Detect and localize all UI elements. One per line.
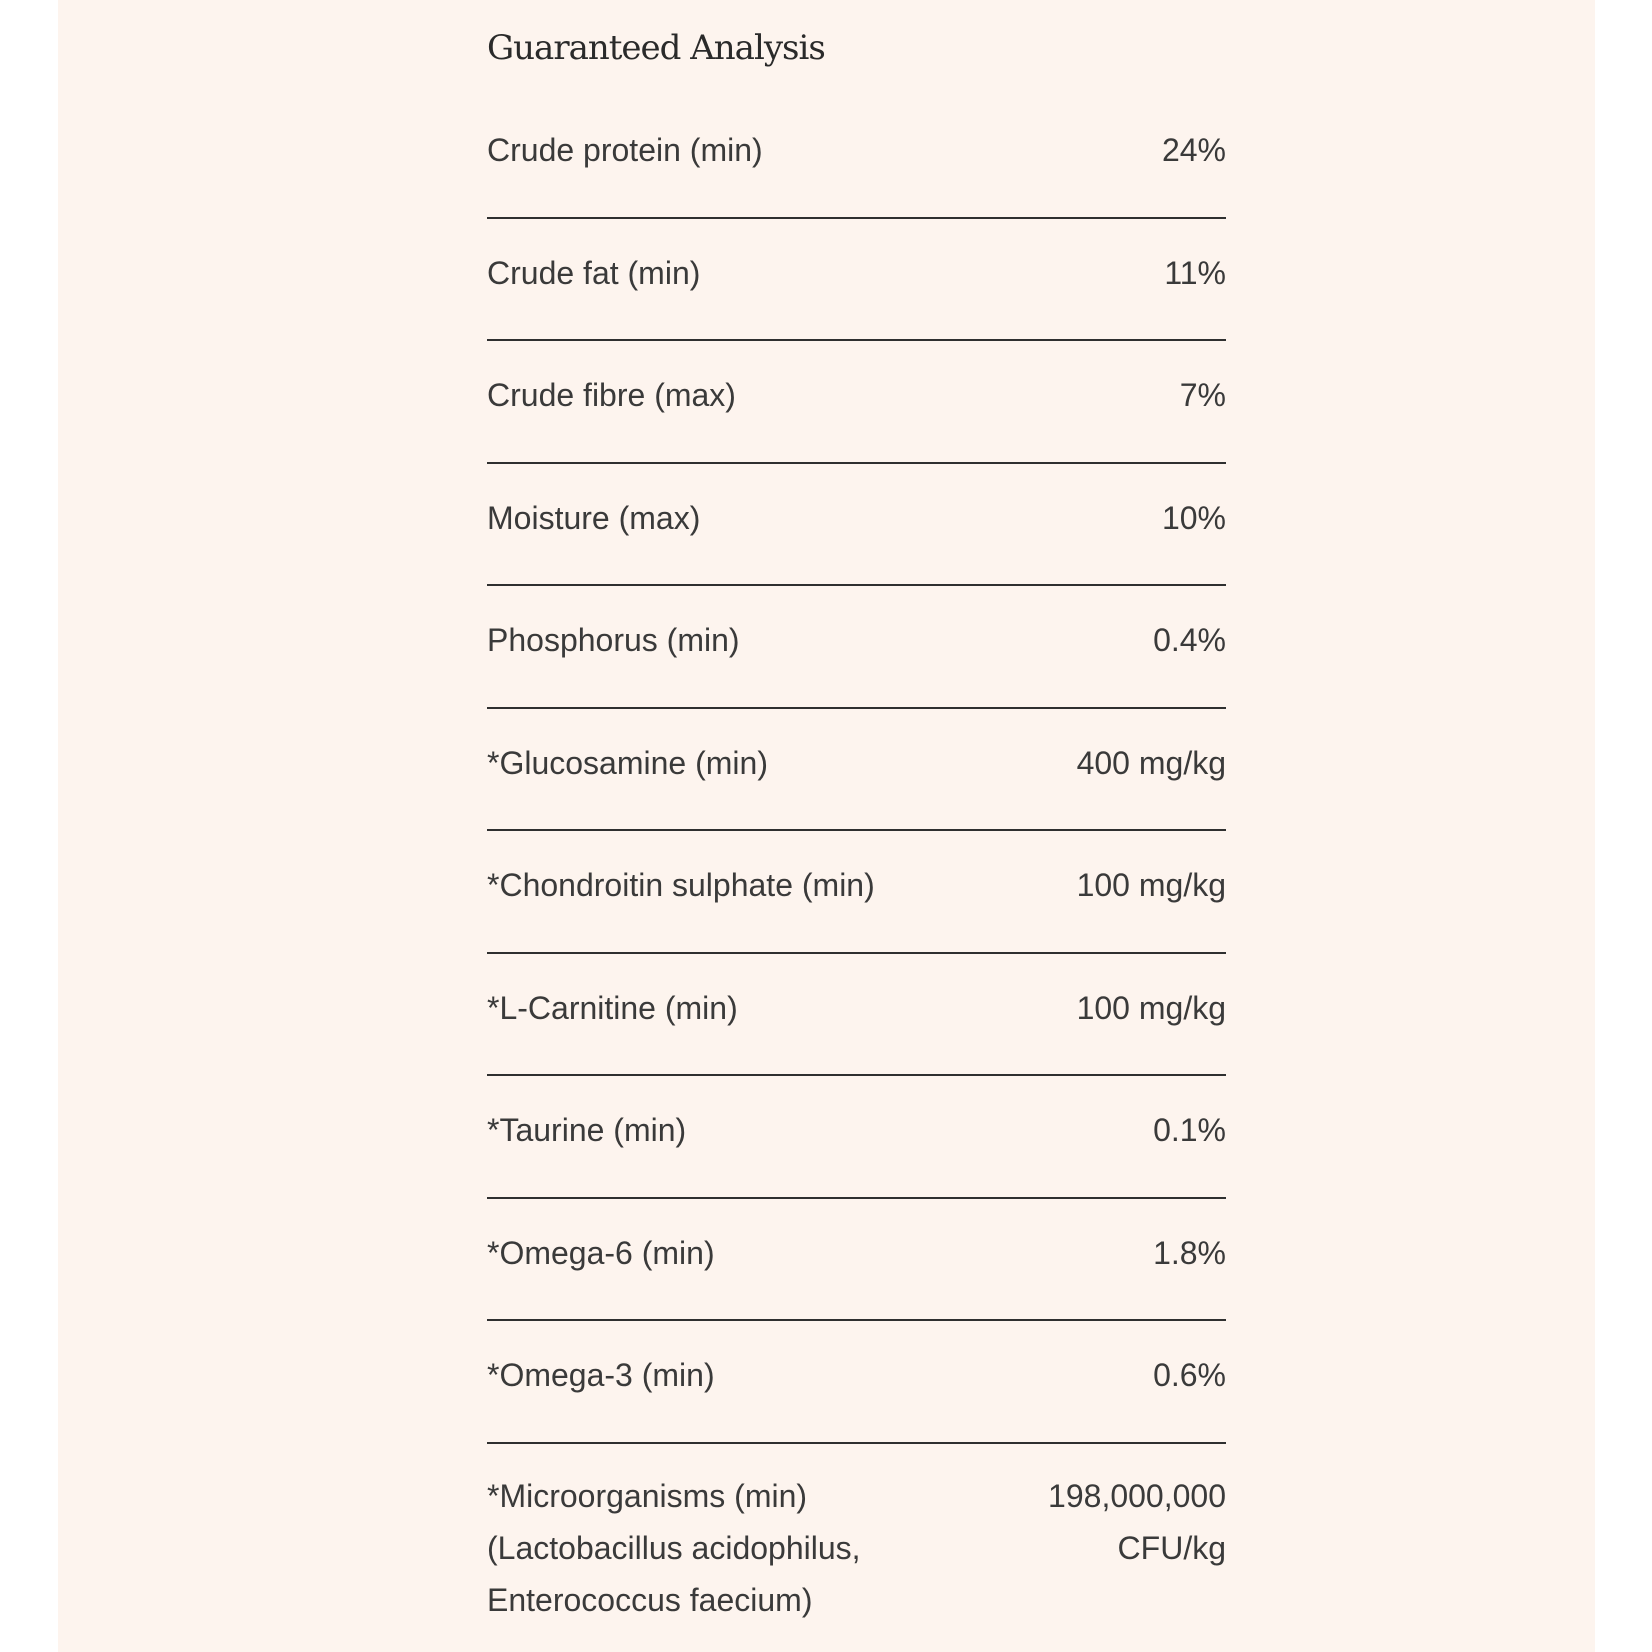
- table-row: [487, 341, 1226, 464]
- table-row: [487, 1321, 1226, 1444]
- table-row: [487, 831, 1226, 954]
- row-value: 24%: [1161, 132, 1226, 168]
- table-row: [487, 709, 1226, 832]
- row-value: 1.8%: [1153, 1234, 1226, 1271]
- row-label: *Glucosamine (min): [487, 744, 768, 781]
- table-row: [487, 96, 1226, 219]
- table-row: [487, 1199, 1226, 1322]
- row-value: 400 mg/kg: [1076, 744, 1226, 781]
- row-label: Crude fibre (max): [487, 377, 736, 413]
- row-value: 0.6%: [1153, 1357, 1226, 1393]
- row-value: 100 mg/kg: [1076, 867, 1226, 903]
- row-value: 7%: [1179, 377, 1226, 413]
- analysis-content: [487, 0, 1226, 1626]
- row-value: 0.4%: [1153, 622, 1226, 658]
- row-label: *Omega-6 (min): [487, 1234, 715, 1271]
- row-value: 11%: [1164, 254, 1226, 291]
- row-value: 198,000,000 CFU/kg: [1048, 1477, 1226, 1566]
- table-row: [487, 586, 1226, 709]
- row-value: 100 mg/kg: [1076, 989, 1226, 1026]
- row-label: Moisture (max): [487, 499, 701, 536]
- row-label: *Microorganisms (min) (Lactobacillus acidophilus, Enterococcus faecium): [487, 1477, 861, 1618]
- row-label: *L-Carnitine (min): [487, 989, 738, 1026]
- row-label: Phosphorus (min): [487, 622, 740, 658]
- table-row: [487, 954, 1226, 1077]
- row-label: *Chondroitin sulphate (min): [487, 867, 875, 903]
- row-label: Crude protein (min): [487, 132, 763, 168]
- row-value: 0.1%: [1153, 1112, 1226, 1148]
- table-row: [487, 219, 1226, 342]
- row-value: 10%: [1161, 499, 1226, 536]
- row-label: *Taurine (min): [487, 1112, 687, 1148]
- analysis-table: [487, 96, 1226, 1626]
- analysis-panel: [58, 0, 1595, 1652]
- table-row: [487, 1444, 1226, 1626]
- table-row: [487, 464, 1226, 587]
- section-title: Guaranteed Analysis: [487, 28, 825, 68]
- row-label: Crude fat (min): [487, 254, 701, 291]
- table-row: [487, 1076, 1226, 1199]
- row-label: *Omega-3 (min): [487, 1357, 715, 1393]
